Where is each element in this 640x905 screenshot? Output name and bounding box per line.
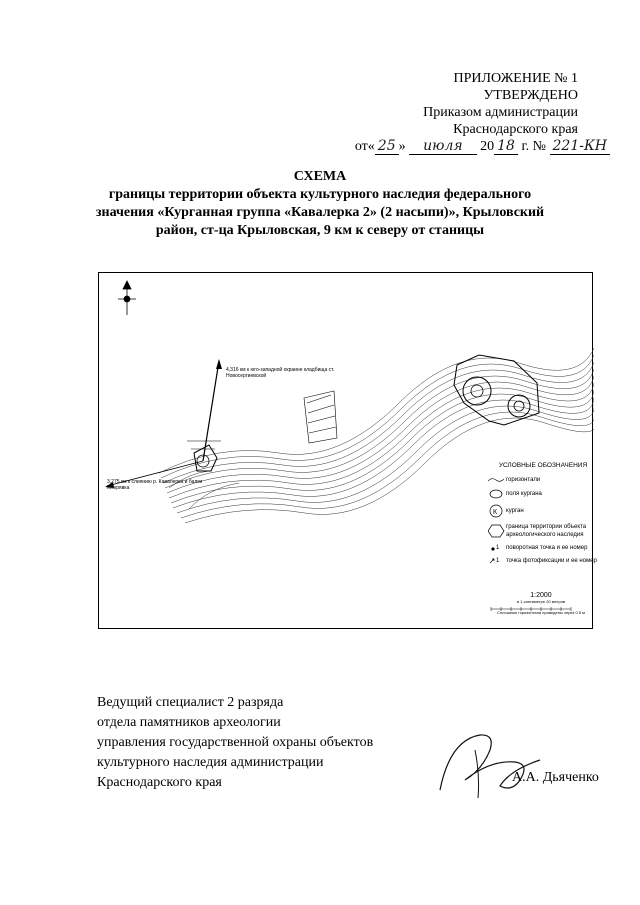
legend-item: 1 поворотная точка и ее номер <box>488 544 598 552</box>
mound-field-icon <box>488 489 506 499</box>
order-date-line: от« 25 » июля 20 18 г. № 221-КН <box>355 138 610 155</box>
order-label: Приказом администрации <box>423 105 578 120</box>
document-title <box>60 168 580 240</box>
scale-note: в 1 сантиметре 20 метров <box>516 599 566 604</box>
order-year: 18 <box>494 138 518 155</box>
title-line-3: значения «Курганная группа «Кавалерка 2» (2 насыпи)», Крыловский <box>95 205 545 220</box>
mound-1-icon <box>463 377 491 405</box>
scale-ratio: 1:2000 <box>530 592 552 599</box>
region-label: Краснодарского края <box>453 122 578 137</box>
legend-item: К курган <box>488 504 598 518</box>
svg-text:К: К <box>493 509 498 516</box>
approval-block <box>318 70 578 138</box>
svg-text:1: 1 <box>496 545 500 551</box>
scale-footer: Сплошные горизонтали проведены через 0.5 м <box>497 610 585 615</box>
signatory-position: Ведущий специалист 2 разряда отдела памятников археологии управления государственной охраны объектов культурного наследия администрации Краснодарского края <box>97 695 374 790</box>
boundary-icon <box>488 524 506 538</box>
svg-text:1: 1 <box>496 558 500 564</box>
contour-icon <box>488 477 506 483</box>
legend-item: граница территории объекта археологического наследия <box>488 523 598 539</box>
signatory-name: А.А. Дьяченко <box>512 770 599 785</box>
appendix-number: ПРИЛОЖЕНИЕ № 1 <box>453 71 578 86</box>
north-arrow-icon <box>118 281 136 315</box>
legend-item: горизонтали <box>488 476 598 484</box>
annotation-northwest: 4,316 км к юго-западной окраине кладбища ст. Новосергиевской <box>226 367 335 379</box>
title-line-4: район, ст-ца Крыловская, 9 км к северу от станицы <box>155 223 485 238</box>
photo-point-icon <box>488 557 506 565</box>
handwritten-signature <box>420 720 550 800</box>
turning-point-icon <box>488 544 506 552</box>
map-legend <box>488 462 598 570</box>
title-line-2: границы территории объекта культурного наследия федерального <box>108 187 532 202</box>
annotation-southwest: 3,275 км к слиянию р. Кавалерка и балки Мокрявка <box>107 479 203 491</box>
arrow-head-icon <box>216 359 222 369</box>
legend-item: поля кургана <box>488 489 598 499</box>
mound-icon <box>488 504 506 518</box>
order-month: июля <box>409 138 477 155</box>
site-map <box>98 272 593 629</box>
legend-title: УСЛОВНЫЕ ОБОЗНАЧЕНИЯ <box>498 462 588 469</box>
title-scheme: СХЕМА <box>293 169 347 184</box>
order-number: 221-КН <box>550 138 611 155</box>
approved-label: УТВЕРЖДЕНО <box>483 88 578 103</box>
order-day: 25 <box>375 138 399 155</box>
map-drawing <box>99 273 594 630</box>
map-scale <box>496 592 586 615</box>
hatched-area <box>304 391 337 443</box>
legend-item: 1 точка фотофиксации и ее номер <box>488 557 598 565</box>
